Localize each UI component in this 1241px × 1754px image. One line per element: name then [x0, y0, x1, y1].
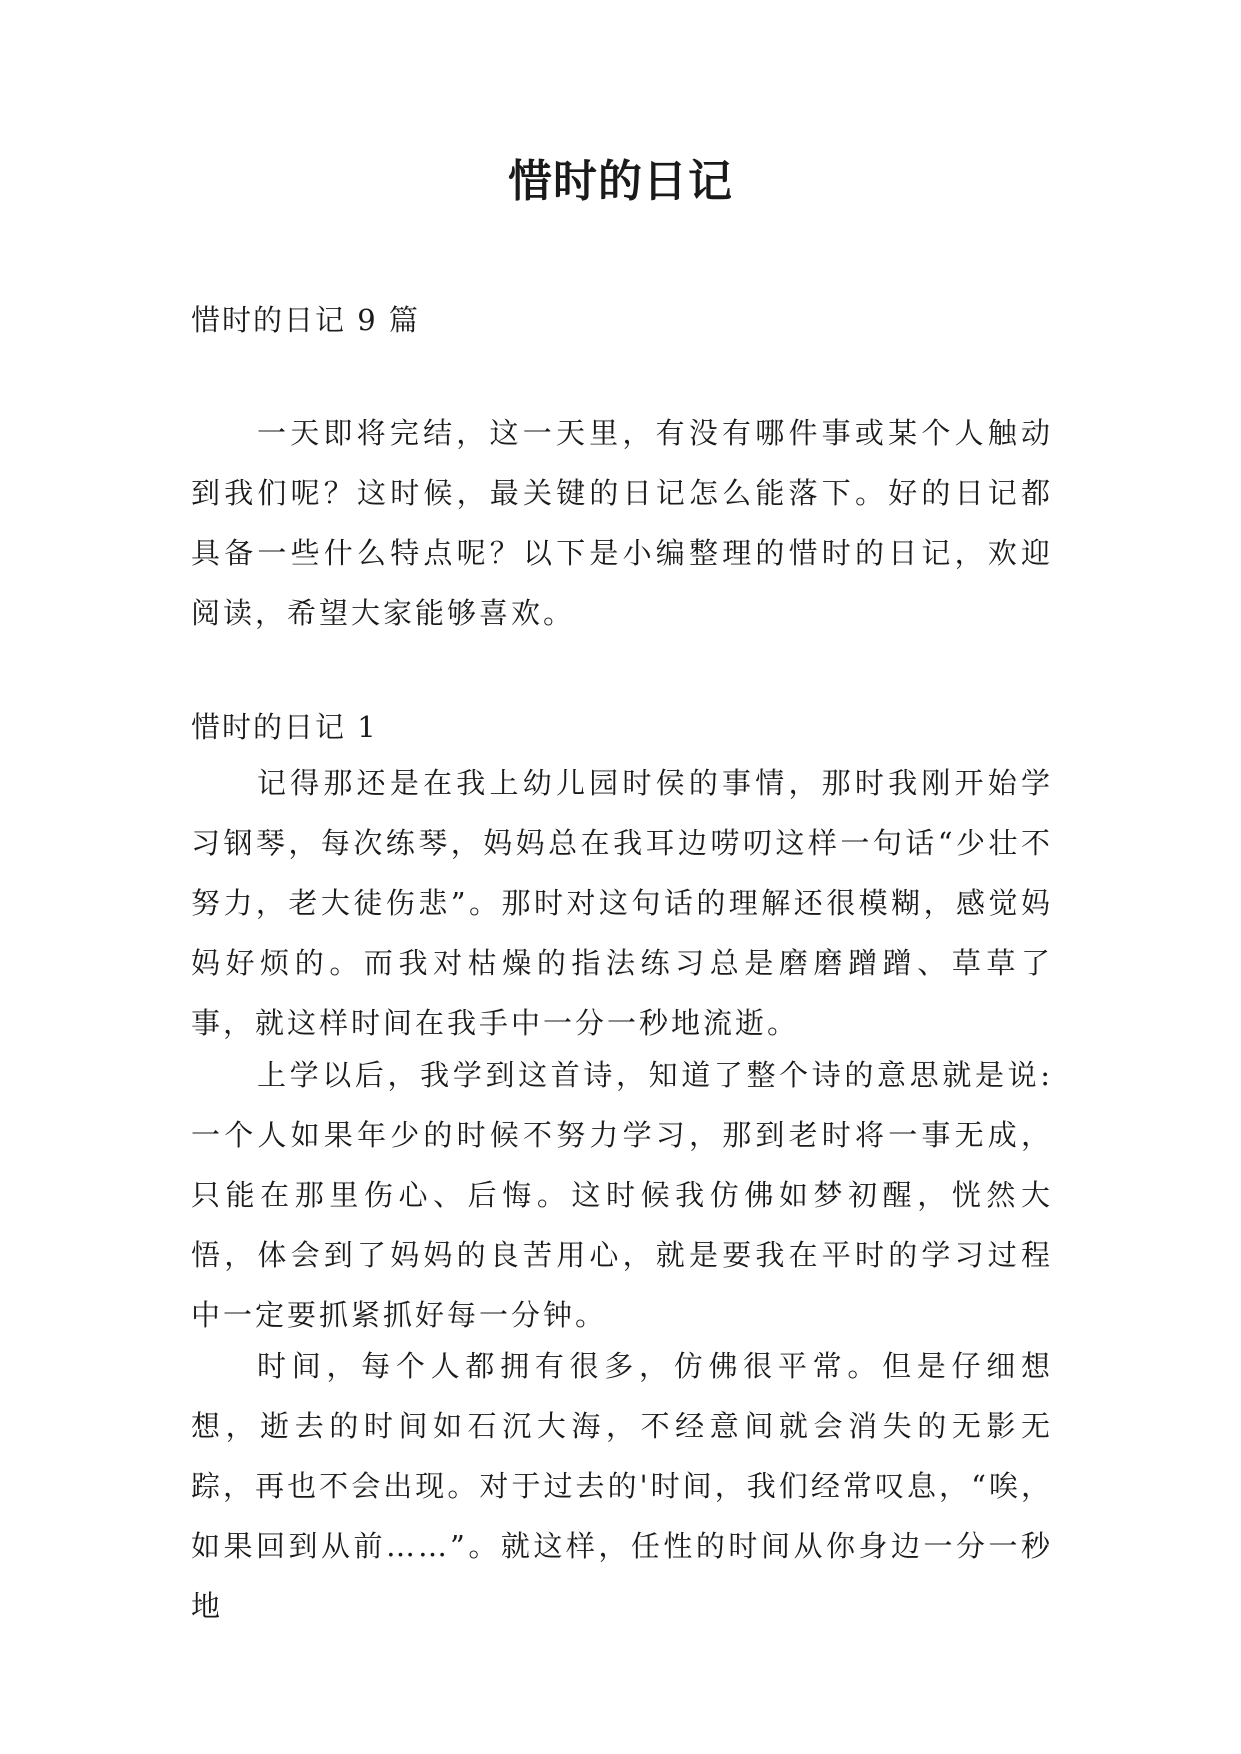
body-paragraph-1: 记得那还是在我上幼儿园时侯的事情，那时我刚开始学习钢琴，每次练琴，妈妈总在我耳边唠叨这样一句话“少壮不努力，老大徒伤悲”。那时对这句话的理解还很模糊，感觉妈妈好烦的。而我对枯燥的指法练习总是磨磨蹭蹭、草草了事，就这样时间在我手中一分一秒地流逝。	[191, 766, 1053, 1040]
document-subtitle: 惜时的日记 9 篇	[191, 303, 420, 337]
intro-paragraph: 一天即将完结，这一天里，有没有哪件事或某个人触动到我们呢？这时候，最关键的日记怎么能落下。好的日记都具备一些什么特点呢？以下是小编整理的惜时的日记，欢迎阅读，希望大家能够喜欢。	[191, 416, 1053, 630]
document-title: 惜时的日记	[508, 156, 733, 207]
section-heading: 惜时的日记 1	[191, 710, 378, 744]
body-paragraph-2: 上学以后，我学到这首诗，知道了整个诗的意思就是说:一个人如果年少的时候不努力学习，那到老时将一事无成，只能在那里伤心、后悔。这时候我仿佛如梦初醒，恍然大悟，体会到了妈妈的良苦用心，就是要我在平时的学习过程中一定要抓紧抓好每一分钟。	[191, 1058, 1053, 1332]
body-paragraph-3: 时间，每个人都拥有很多，仿佛很平常。但是仔细想想，逝去的时间如石沉大海，不经意间就会消失的无影无踪，再也不会出现。对于过去的'时间，我们经常叹息，“唉，如果回到从前……”。就这样，任性的时间从你身边一分一秒地	[191, 1349, 1053, 1623]
